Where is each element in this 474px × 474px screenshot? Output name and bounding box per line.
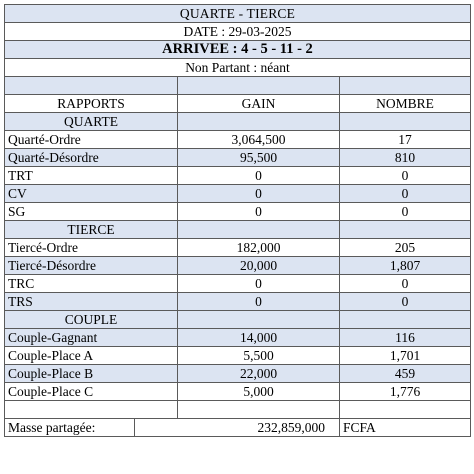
title: QUARTE - TIERCE (5, 5, 471, 23)
row-gain: 0 (178, 185, 340, 203)
table-row (5, 329, 471, 347)
footer-row (5, 419, 471, 437)
section-blank (340, 221, 471, 239)
spacer-cell (340, 77, 471, 95)
arrivee-label: ARRIVEE : 4 - 5 - 11 - 2 (5, 41, 471, 59)
column-header-row (5, 95, 471, 113)
spacer-cell (178, 77, 340, 95)
row-gain: 95,500 (178, 149, 340, 167)
spacer-cell (178, 401, 340, 419)
row-nombre: 0 (340, 167, 471, 185)
spacer-cell (5, 401, 178, 419)
table-row (5, 239, 471, 257)
row-gain: 5,000 (178, 383, 340, 401)
row-nombre: 459 (340, 365, 471, 383)
column-header-nombre: NOMBRE (340, 95, 471, 113)
footer-amount: 232,859,000 (135, 419, 340, 437)
table-row (5, 149, 471, 167)
row-label: SG (5, 203, 178, 221)
section-row-quarte (5, 113, 471, 131)
row-gain: 20,000 (178, 257, 340, 275)
section-heading-quarte: QUARTE (5, 113, 178, 131)
spacer-row (5, 77, 471, 95)
row-nombre: 810 (340, 149, 471, 167)
row-gain: 5,500 (178, 347, 340, 365)
row-label: TRC (5, 275, 178, 293)
date-label: DATE : 29-03-2025 (5, 23, 471, 41)
row-label: Couple-Gagnant (5, 329, 178, 347)
row-label: TRT (5, 167, 178, 185)
table-row (5, 383, 471, 401)
row-gain: 14,000 (178, 329, 340, 347)
row-label: Quarté-Désordre (5, 149, 178, 167)
row-label: Couple-Place A (5, 347, 178, 365)
column-header-gain: GAIN (178, 95, 340, 113)
row-nombre: 0 (340, 185, 471, 203)
table-row (5, 275, 471, 293)
table-row (5, 203, 471, 221)
table-row (5, 131, 471, 149)
table-row (5, 257, 471, 275)
row-gain: 22,000 (178, 365, 340, 383)
row-label: Couple-Place B (5, 365, 178, 383)
table-row (5, 185, 471, 203)
table-row (5, 365, 471, 383)
table-row (5, 293, 471, 311)
footer-currency: FCFA (340, 419, 471, 437)
spacer-cell (5, 77, 178, 95)
row-nombre: 1,807 (340, 257, 471, 275)
row-gain: 0 (178, 293, 340, 311)
row-gain: 0 (178, 203, 340, 221)
row-gain: 3,064,500 (178, 131, 340, 149)
row-nombre: 1,701 (340, 347, 471, 365)
row-label: Tiercé-Ordre (5, 239, 178, 257)
row-gain: 0 (178, 167, 340, 185)
row-nombre: 0 (340, 293, 471, 311)
spacer-row (5, 401, 471, 419)
section-row-tierce (5, 221, 471, 239)
results-table (4, 4, 471, 437)
row-gain: 0 (178, 275, 340, 293)
row-label: Quarté-Ordre (5, 131, 178, 149)
row-label: Couple-Place C (5, 383, 178, 401)
row-label: Tiercé-Désordre (5, 257, 178, 275)
row-nombre: 17 (340, 131, 471, 149)
row-nombre: 0 (340, 275, 471, 293)
title-row (5, 5, 471, 23)
section-blank (178, 113, 340, 131)
row-nombre: 205 (340, 239, 471, 257)
table-row (5, 347, 471, 365)
footer-label: Masse partagée: (5, 419, 135, 437)
section-row-couple (5, 311, 471, 329)
table-row (5, 167, 471, 185)
section-heading-couple: COUPLE (5, 311, 178, 329)
date-row (5, 23, 471, 41)
row-nombre: 0 (340, 203, 471, 221)
row-nombre: 116 (340, 329, 471, 347)
non-partant-row (5, 59, 471, 77)
non-partant-label: Non Partant : néant (5, 59, 471, 77)
arrivee-row (5, 41, 471, 59)
row-nombre: 1,776 (340, 383, 471, 401)
row-gain: 182,000 (178, 239, 340, 257)
section-heading-tierce: TIERCE (5, 221, 178, 239)
section-blank (178, 311, 340, 329)
row-label: CV (5, 185, 178, 203)
spacer-cell (340, 401, 471, 419)
column-header-rapports: RAPPORTS (5, 95, 178, 113)
section-blank (340, 113, 471, 131)
section-blank (340, 311, 471, 329)
row-label: TRS (5, 293, 178, 311)
section-blank (178, 221, 340, 239)
